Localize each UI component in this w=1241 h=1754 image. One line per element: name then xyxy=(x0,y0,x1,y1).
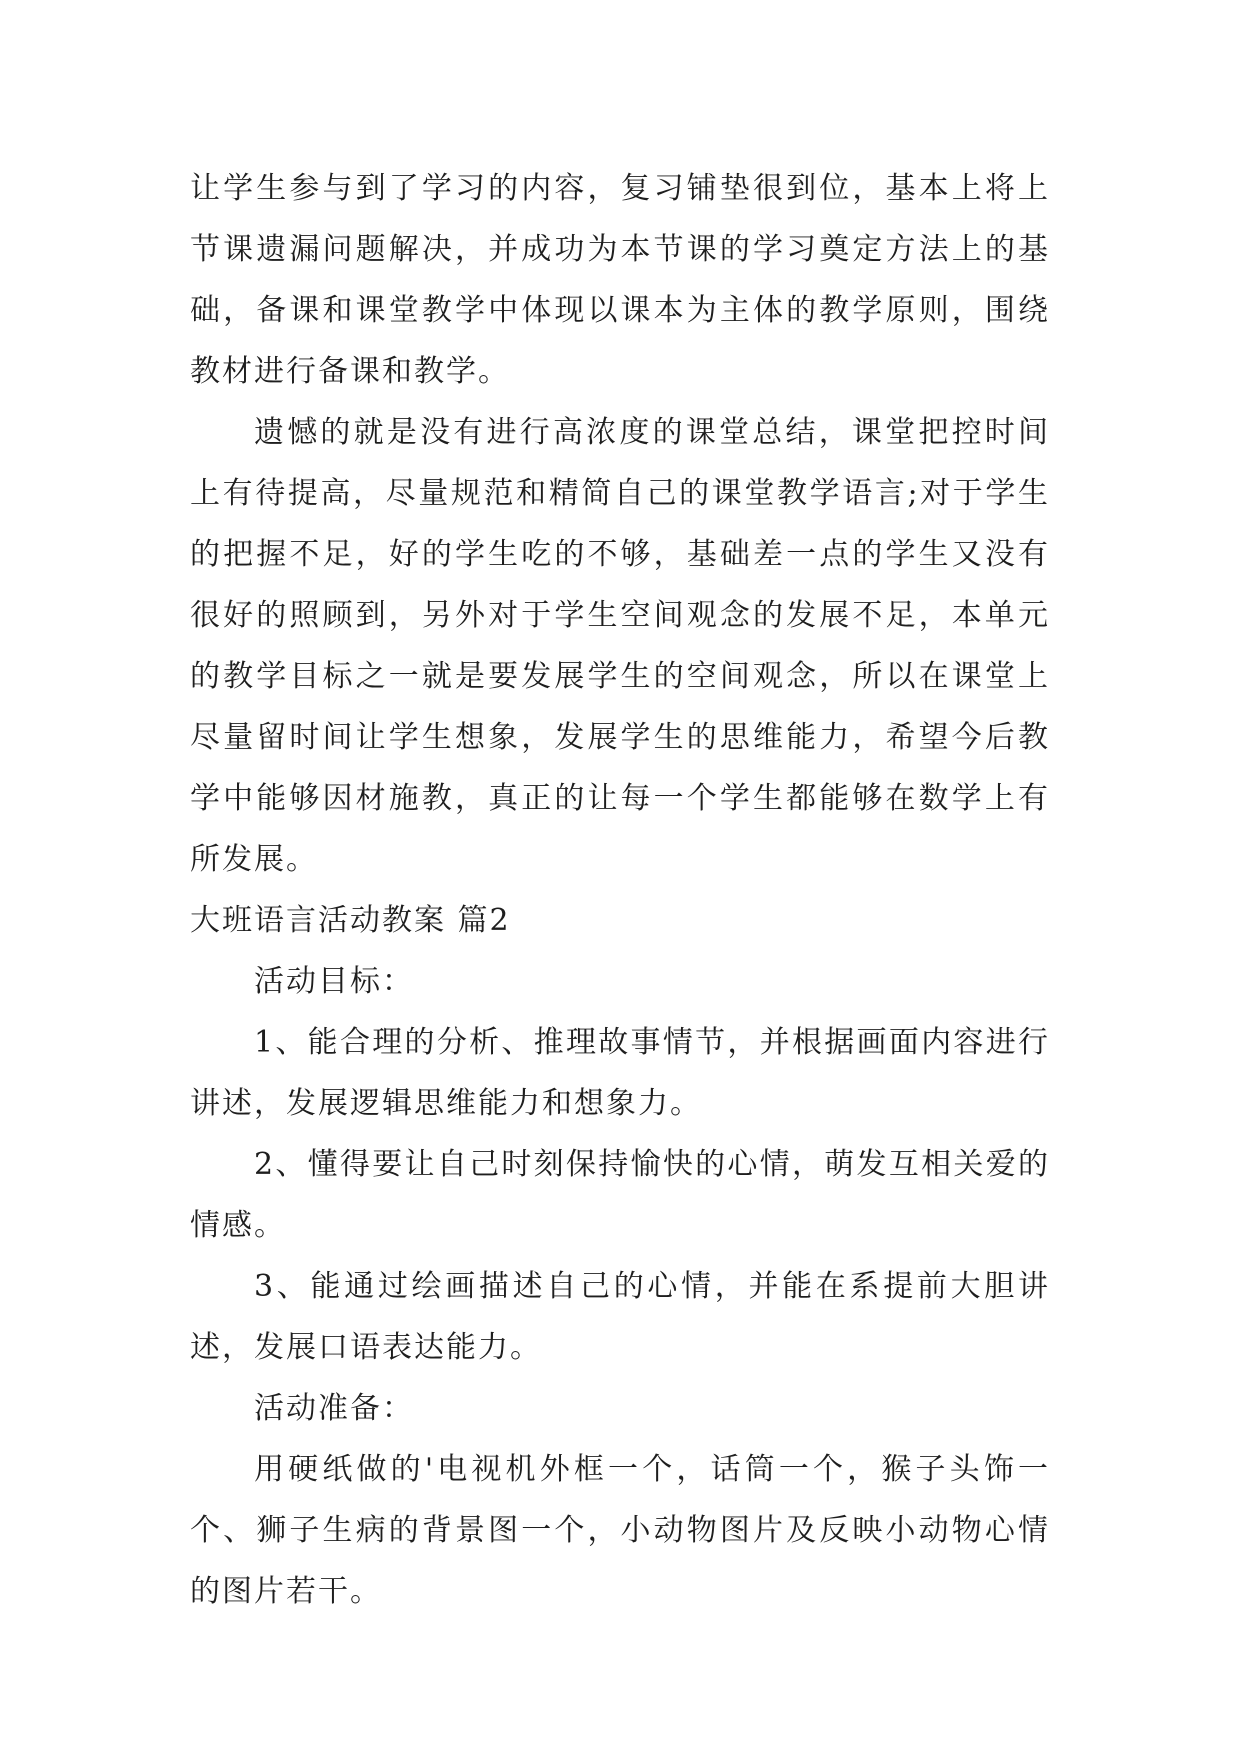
goal-item-3: 3、能通过绘画描述自己的心情，并能在系提前大胆讲述，发展口语表达能力。 xyxy=(190,1269,1050,1365)
activity-prep-text: 用硬纸做的'电视机外框一个，话筒一个，猴子头饰一个、狮子生病的背景图一个，小动物图片及反映小动物心情的图片若干。 xyxy=(190,1452,1050,1609)
goal-item-1: 1、能合理的分析、推理故事情节，并根据画面内容进行讲述，发展逻辑思维能力和想象力。 xyxy=(190,1025,1050,1121)
paragraph-reflection: 遗憾的就是没有进行高浓度的课堂总结，课堂把控时间上有待提高，尽量规范和精简自己的课堂教学语言;对于学生的把握不足，好的学生吃的不够，基础差一点的学生又没有很好的照顾到，另外对于学生空间观念的发展不足，本单元的教学目标之一就是要发展学生的空间观念，所以在课堂上尽量留时间让学生想象，发展学生的思维能力，希望今后教学中能够因材施教，真正的让每一个学生都能够在数学上有所发展。 xyxy=(190,415,1050,877)
section-heading: 大班语言活动教案 篇2 xyxy=(190,903,511,938)
document-body xyxy=(190,158,1050,1622)
activity-prep-label: 活动准备： xyxy=(254,1391,414,1426)
goal-item-2: 2、懂得要让自己时刻保持愉快的心情，萌发互相关爱的情感。 xyxy=(190,1147,1050,1243)
activity-goals-label: 活动目标： xyxy=(254,964,414,999)
paragraph-continuation: 让学生参与到了学习的内容，复习铺垫很到位，基本上将上节课遗漏问题解决，并成功为本节课的学习奠定方法上的基础，备课和课堂教学中体现以课本为主体的教学原则，围绕教材进行备课和教学。 xyxy=(190,171,1050,389)
